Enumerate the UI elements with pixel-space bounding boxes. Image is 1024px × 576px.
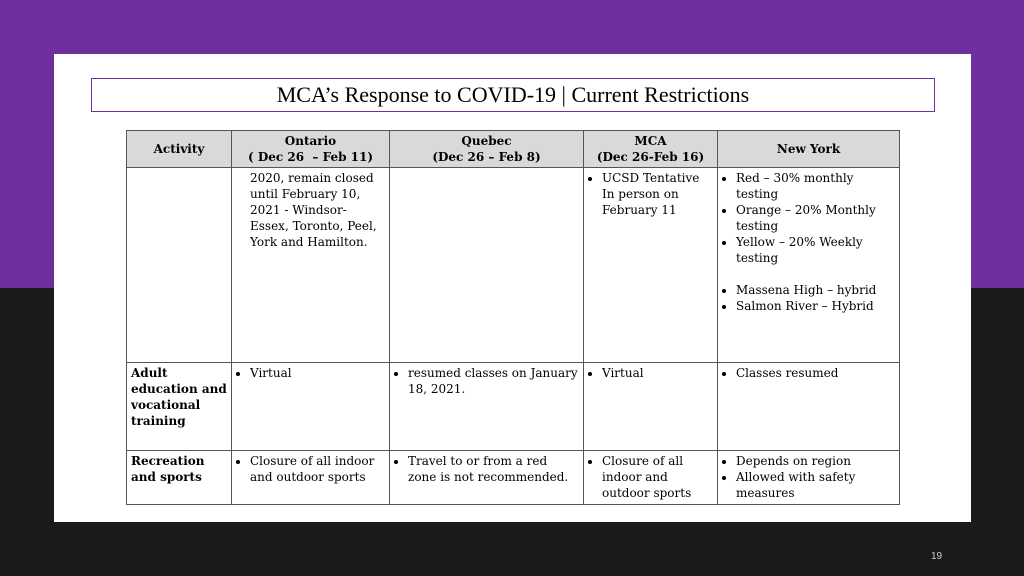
header-mca: MCA (Dec 26-Feb 16) <box>584 131 718 168</box>
list-item: • Depends on region <box>736 453 895 469</box>
quebec-cell <box>390 451 584 505</box>
mca-cell <box>584 363 718 451</box>
list-item: • Virtual <box>602 365 713 381</box>
list-item: • Yellow – 20% Weekly testing <box>736 234 895 266</box>
list-item: • Salmon River – Hybrid <box>736 298 895 314</box>
restrictions-table-container <box>126 130 899 550</box>
slide <box>54 54 971 522</box>
slide-title: MCA’s Response to COVID-19 | Current Restrictions <box>91 78 935 112</box>
new-york-cell <box>718 363 900 451</box>
table-row <box>127 363 900 451</box>
ontario-cell: 2020, remain closed until February 10, 2021 - Windsor-Essex, Toronto, Peel, York and Hamilton. <box>232 168 390 363</box>
list-item: • Orange – 20% Monthly testing <box>736 202 895 234</box>
ontario-cell <box>232 363 390 451</box>
quebec-cell <box>390 363 584 451</box>
list-item: • Virtual <box>250 365 385 381</box>
list-item: • Classes resumed <box>736 365 895 381</box>
header-ontario: Ontario ( Dec 26 – Feb 11) <box>232 131 390 168</box>
list-item: • Travel to or from a red zone is not recommended. <box>408 453 579 485</box>
header-new-york: New York <box>718 131 900 168</box>
list-item: • Red – 30% monthly testing <box>736 170 895 202</box>
quebec-cell <box>390 168 584 363</box>
list-item: • Closure of all indoor and outdoor sports <box>602 453 713 501</box>
table-row <box>127 451 900 505</box>
list-item: • Massena High – hybrid <box>736 282 895 298</box>
activity-cell: Recreation and sports <box>127 451 232 505</box>
new-york-cell <box>718 451 900 505</box>
header-quebec: Quebec (Dec 26 – Feb 8) <box>390 131 584 168</box>
list-item: • Closure of all indoor and outdoor sports <box>250 453 385 485</box>
header-activity: Activity <box>127 131 232 168</box>
restrictions-table <box>126 130 900 505</box>
table-header-row <box>127 131 900 168</box>
list-item: • resumed classes on January 18, 2021. <box>408 365 579 397</box>
page-number: 19 <box>931 551 943 562</box>
list-item: • UCSD Tentative In person on February 11 <box>602 170 713 218</box>
activity-cell: Adult education and vocational training <box>127 363 232 451</box>
activity-cell <box>127 168 232 363</box>
new-york-cell <box>718 168 900 363</box>
ontario-cell <box>232 451 390 505</box>
mca-cell <box>584 168 718 363</box>
mca-cell <box>584 451 718 505</box>
list-item: • Allowed with safety measures <box>736 469 895 501</box>
table-row <box>127 168 900 363</box>
